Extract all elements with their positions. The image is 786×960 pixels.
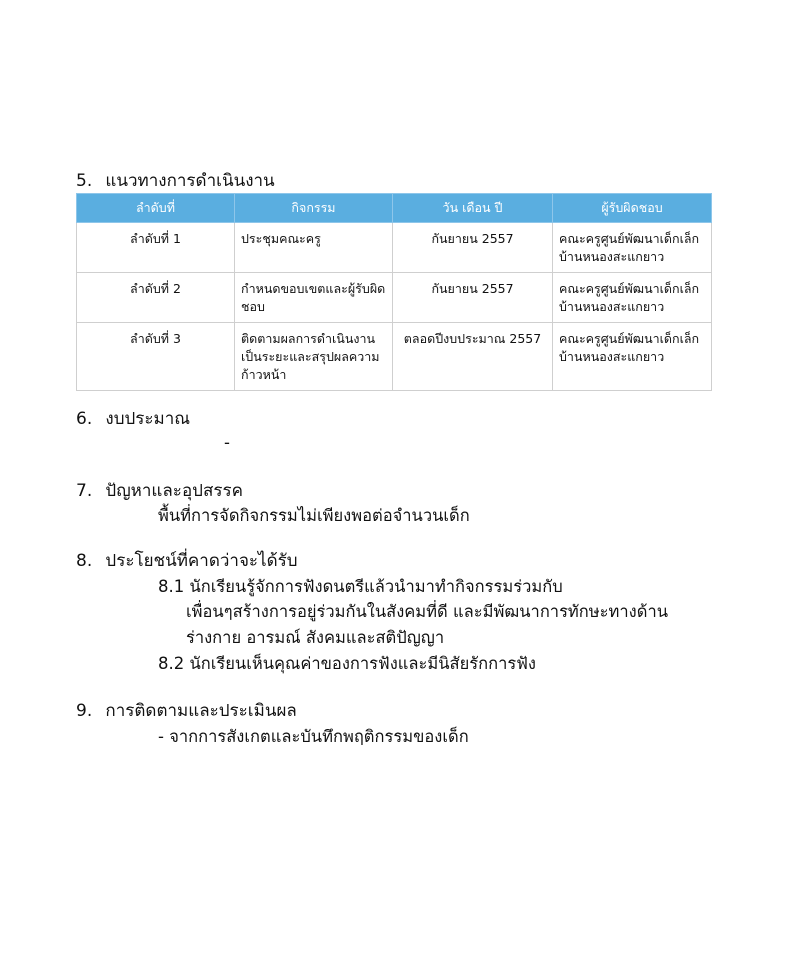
cell-order: ลำดับที่ 2 bbox=[77, 273, 235, 323]
benefit-8-1-line-1: 8.1 นักเรียนรู้จักการฟังดนตรีแล้วนำมาทำกิจกรรมร่วมกับ bbox=[158, 577, 563, 596]
section-7-content: พื้นที่การจัดกิจกรรมไม่เพียงพอต่อจำนวนเด็ก bbox=[158, 506, 470, 525]
section-8-number: 8. bbox=[76, 551, 93, 571]
section-7-number: 7. bbox=[76, 481, 93, 501]
cell-responsible: คณะครูศูนย์พัฒนาเด็กเล็กบ้านหนองสะแกยาว bbox=[553, 323, 712, 391]
benefit-8-1-line-2: เพื่อนๆสร้างการอยู่ร่วมกันในสังคมที่ดี และมีพัฒนาการทักษะทางด้าน bbox=[186, 602, 668, 621]
cell-date: กันยายน 2557 bbox=[393, 223, 553, 273]
table-row bbox=[77, 273, 712, 323]
section-5-heading bbox=[76, 170, 275, 192]
cell-order: ลำดับที่ 1 bbox=[77, 223, 235, 273]
cell-activity: ประชุมคณะครู bbox=[235, 223, 393, 273]
section-6-content: - bbox=[224, 433, 230, 452]
cell-date: ตลอดปีงบประมาณ 2557 bbox=[393, 323, 553, 391]
header-order: ลำดับที่ bbox=[77, 194, 235, 223]
cell-activity: กำหนดขอบเขตและผู้รับผิดชอบ bbox=[235, 273, 393, 323]
table-row bbox=[77, 223, 712, 273]
header-responsible: ผู้รับผิดชอบ bbox=[553, 194, 712, 223]
table-row bbox=[77, 323, 712, 391]
section-5-number: 5. bbox=[76, 171, 93, 191]
benefit-8-1-line-3: ร่างกาย อารมณ์ สังคมและสติปัญญา bbox=[186, 628, 445, 647]
cell-responsible: คณะครูศูนย์พัฒนาเด็กเล็กบ้านหนองสะแกยาว bbox=[553, 273, 712, 323]
header-date: วัน เดือน ปี bbox=[393, 194, 553, 223]
plan-table bbox=[76, 193, 712, 391]
section-6-number: 6. bbox=[76, 409, 93, 429]
section-8-title: ประโยชน์ที่คาดว่าจะได้รับ bbox=[105, 551, 298, 571]
section-8-heading bbox=[76, 550, 298, 572]
cell-responsible: คณะครูศูนย์พัฒนาเด็กเล็กบ้านหนองสะแกยาว bbox=[553, 223, 712, 273]
section-9-content: - จากการสังเกตและบันทึกพฤติกรรมของเด็ก bbox=[158, 727, 469, 746]
cell-order: ลำดับที่ 3 bbox=[77, 323, 235, 391]
table-header-row bbox=[77, 194, 712, 223]
section-7-title: ปัญหาและอุปสรรค bbox=[105, 481, 243, 501]
benefit-8-2: 8.2 นักเรียนเห็นคุณค่าของการฟังและมีนิสัยรักการฟัง bbox=[158, 654, 536, 673]
section-6-heading bbox=[76, 408, 190, 430]
header-activity: กิจกรรม bbox=[235, 194, 393, 223]
section-9-title: การติดตามและประเมินผล bbox=[105, 701, 297, 721]
section-5-title: แนวทางการดำเนินงาน bbox=[105, 171, 275, 191]
section-9-number: 9. bbox=[76, 701, 93, 721]
section-9-heading bbox=[76, 700, 297, 722]
section-6-title: งบประมาณ bbox=[105, 409, 191, 429]
cell-date: กันยายน 2557 bbox=[393, 273, 553, 323]
cell-activity: ติดตามผลการดำเนินงานเป็นระยะและสรุปผลความก้าวหน้า bbox=[235, 323, 393, 391]
section-7-heading bbox=[76, 480, 243, 502]
